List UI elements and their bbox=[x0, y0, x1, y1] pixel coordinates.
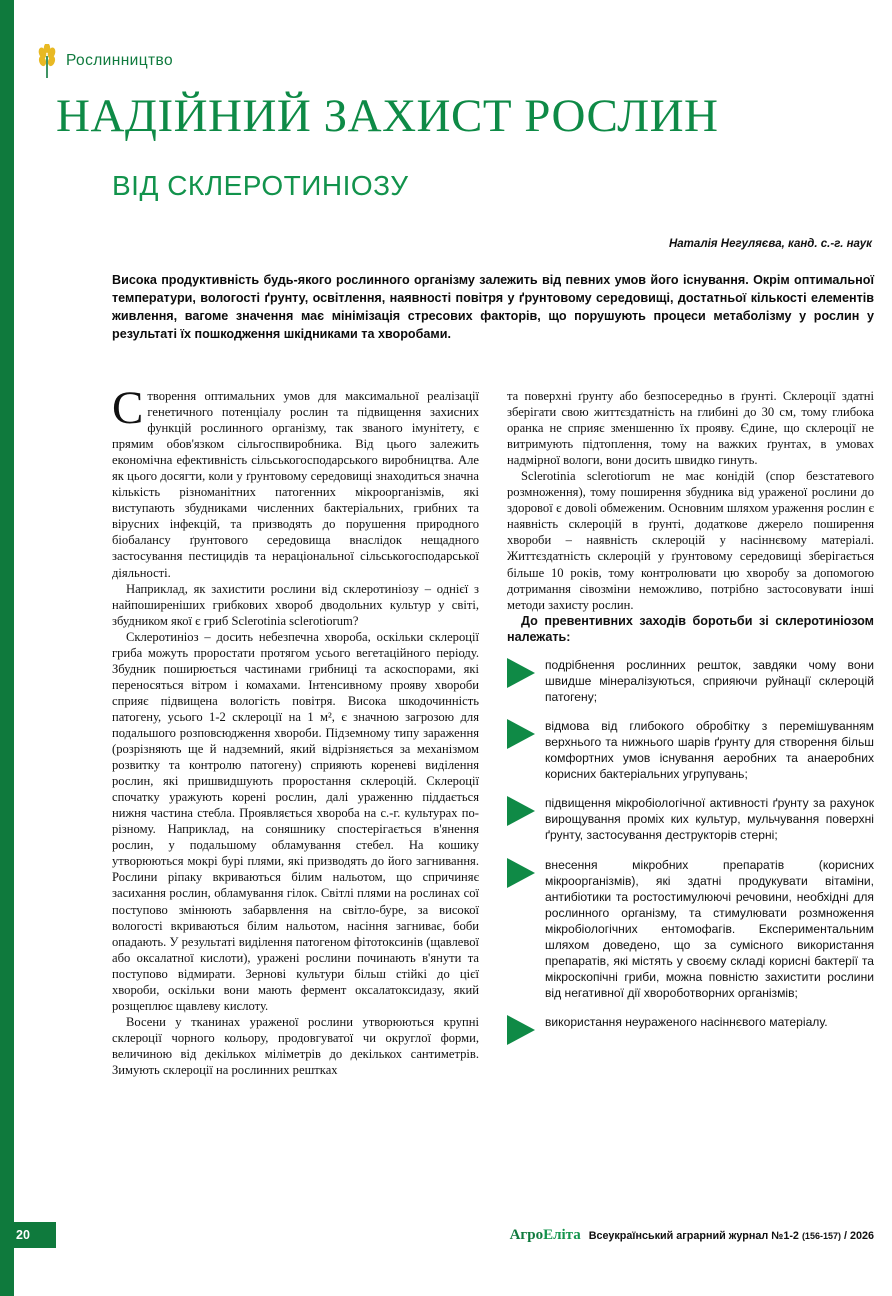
wheat-ear-icon bbox=[36, 44, 58, 78]
list-item bbox=[507, 857, 874, 1002]
paragraph: Sclerotinia sclerotiorum не має конідій (спор безстатевого розмноження), тому поширення збудника від ураженої рослини до здорової є довolі обмеженим. Основним шляхом ураження рослин є наявність склероцій в ґрунті, додаткове джерело поширення хвороби – наявність склероцій у насіннєвому матеріалі. Життєздатність склероцій у ґрунтовому середовищі зберігається більше 10 років, тому контролювати цю хворобу за допомогою дотримання сівозміни неможливо, потрібно застосовувати інші методи захисту рослин. bbox=[507, 469, 874, 612]
section-subheading: До превентивних заходів боротьби зі склеротиніозом належать: bbox=[507, 613, 874, 644]
list-item bbox=[507, 657, 874, 705]
list-item bbox=[507, 718, 874, 782]
rubric bbox=[36, 44, 173, 78]
list-item bbox=[507, 1014, 874, 1045]
logo-agro-text: Агро bbox=[509, 1227, 544, 1243]
left-accent-bar bbox=[0, 0, 14, 1296]
list-item-text: відмова від глибокого обробітку з перемішуванням верхнього та нижнього шарів ґрунту для створення більш комфортних умов існування аеробних та анаеробних корисних бактеріальних угрупувань; bbox=[545, 718, 874, 782]
page-number: 20 bbox=[16, 1228, 30, 1242]
footer-issue-detail: (156-157) bbox=[801, 1231, 841, 1241]
triangle-bullet-icon bbox=[507, 796, 535, 826]
drop-cap: С bbox=[112, 382, 144, 434]
footer-journal-name: Всеукраїнський аграрний журнал bbox=[588, 1230, 769, 1242]
list-item-text: підвищення мікробіологічної активності ґрунту за рахунок вирощування промix ких культур, мульчування поверхні ґрунту, застосування деструкторів стерні; bbox=[545, 796, 874, 843]
paragraph-text: творення оптимальних умов для максимальної реалізації генетичного потенціалу рослин та підвищення захисних функцій рослинного організму, так званого імунітету, є прямим обов'язком сільгоспвиробника. Від цього залежить економічна ефективність сільськогосподарського виробництва. Але як цього досягти, коли у ґрунтовому середовищі знаходиться значна кількість різноманітних патогенних мікроорганізмів, які виступають збудниками численних бактеріальних, грибних та вірусних інфекцій, та призводять до порушення природного біобалансу ґрунтового середовища внаслідок нещадного застосування пестицидів та нераціональної сільськогосподарської діяльності. bbox=[112, 389, 479, 580]
paragraph bbox=[112, 382, 479, 581]
list-item-text: використання неураженого насіннєвого матеріалу. bbox=[545, 1015, 828, 1030]
list-item-text: подрібнення рослинних решток, завдяки чому вони швидше мінералізуються, сприяючи руйнації склероцій патогену; bbox=[545, 657, 874, 704]
paragraph: та поверхні ґрунту або безпосередньо в ґрунті. Склероції здатні зберігати свою життєздатність на глибині до 30 см, тому глибока оранка не сприяє зменшенню їх прояву. Єдине, що склероції не витримують підтоплення, тому на важких ґрунтах, в умовах надмірної вологи, вони досить швидко гинуть. bbox=[507, 389, 874, 468]
footer-issue: №1-2 bbox=[771, 1230, 799, 1242]
triangle-bullet-icon bbox=[507, 719, 535, 749]
triangle-bullet-icon bbox=[507, 858, 535, 888]
footer-meta bbox=[589, 1230, 874, 1242]
list-item bbox=[507, 795, 874, 843]
page-title: НАДІЙНИЙ ЗАХИСТ РОСЛИН bbox=[56, 90, 719, 142]
paragraph: Склеротиніоз – досить небезпечна хвороба, оскільки склероції гриба можуть проростати протягом усього вегетаційного періоду. Збудник поширюється частинами грибниці та аскоспорами, які переносяться вітром і комахами. Інтенсивному прояву хвороби сприяє підвищена вологість повітря. Висока шкодочинність патогену, усього 1-2 склероції на 1 м², є значною загрозою для подальшого розповсюдження хвороби. Підземному типу зараження (розрізняють ще й надземний, який відрізняється за механізмом розвитку та контролю патогену) сприяють кореневі виділення рослин, які пришвидшують проростання склероцій. Склероції спочатку уражують корені рослин, далі ураженню піддається нижня частина стебла. Проявляється хвороба на с.-г. культурах по-різному. Наприклад, на соняшнику спостерігається в'янення рослин, у подальшому обламування стебел. На кошику утворюються мокрі бурі плями, які призводять до його загнивання. Рослини ріпаку вкриваються білим нальотом, що спричиняє засихання рослин, обламування гілок. Світлі плями на рослинах сої поступово змінюють забарвлення на світло-буре, за високої вологості вкриваються білим нальотом, насіння загниває, боби опадають. У результаті виділення патогеном фітотоксинів (щавлевої або оксалатної кислоти), уражені рослини починають в'янути та поступово відмирати. Зернові культури більш стійкі до цієї хвороби, оскільки вони мають фермент оксалатоксидазу, який розщеплює щавлеву кислоту. bbox=[112, 629, 479, 1013]
logo-elita-text: Еліта bbox=[543, 1227, 581, 1243]
triangle-bullet-icon bbox=[507, 658, 535, 688]
list-item-text: внесення мікробних препаратів (корисних мікроорганізмів), які здатні продукувати вітаміни, антибіотики та ростостимулюючі речовини, необхідні для рослинного організму, та стимулювати розмноження мікробіологічних ентомофагів. Експериментальним шляхом доведено, що за сумісного використання препаратів, які містять у своєму складі корисні бактерії та мікроскопічні гриби, можна повністю захистити рослини від негативної дії хвороботворних організмів; bbox=[545, 857, 874, 1001]
article-columns bbox=[112, 382, 874, 1078]
paragraph: Восени у тканинах ураженої рослини утворюються крупні склероції чорного кольору, продовгуватої чи округлої форми, величиною від декількох міліметрів до декількох сантиметрів. Зимують склероції на рослинних рештках bbox=[112, 1014, 479, 1077]
byline: Наталія Негуляєва, канд. с.-г. наук bbox=[668, 238, 872, 250]
triangle-bullet-icon bbox=[507, 1015, 535, 1045]
column-right bbox=[507, 388, 874, 1078]
footer-year: / 2026 bbox=[843, 1230, 874, 1242]
column-left bbox=[112, 382, 479, 1078]
footer-imprint bbox=[510, 1227, 874, 1244]
rubric-label: Рослинництво bbox=[66, 52, 173, 69]
page-subtitle: ВІД СКЛЕРОТИНІОЗУ bbox=[112, 170, 409, 201]
bullet-list bbox=[507, 657, 874, 1045]
paragraph: Наприклад, як захистити рослини від склеротиніозу – однієї з найпоширеніших грибкових хвороб дводольних культур у світі, збудником якої є гриб Sclerotinia sclerotiorum? bbox=[112, 581, 479, 628]
lede-paragraph: Висока продуктивність будь-якого рослинного організму залежить від певних умов його існування. Окрім оптимальної температури, вологості ґрунту, освітлення, наявності повітря у ґрунтовому середовищі, достатньої кількості елементів живлення, вагоме значення має мінімізація стресових факторів, що порушують процеси метаболізму у рослин у результаті їх пошкодження шкідниками та хворобами. bbox=[112, 273, 874, 341]
journal-logo bbox=[510, 1227, 581, 1244]
